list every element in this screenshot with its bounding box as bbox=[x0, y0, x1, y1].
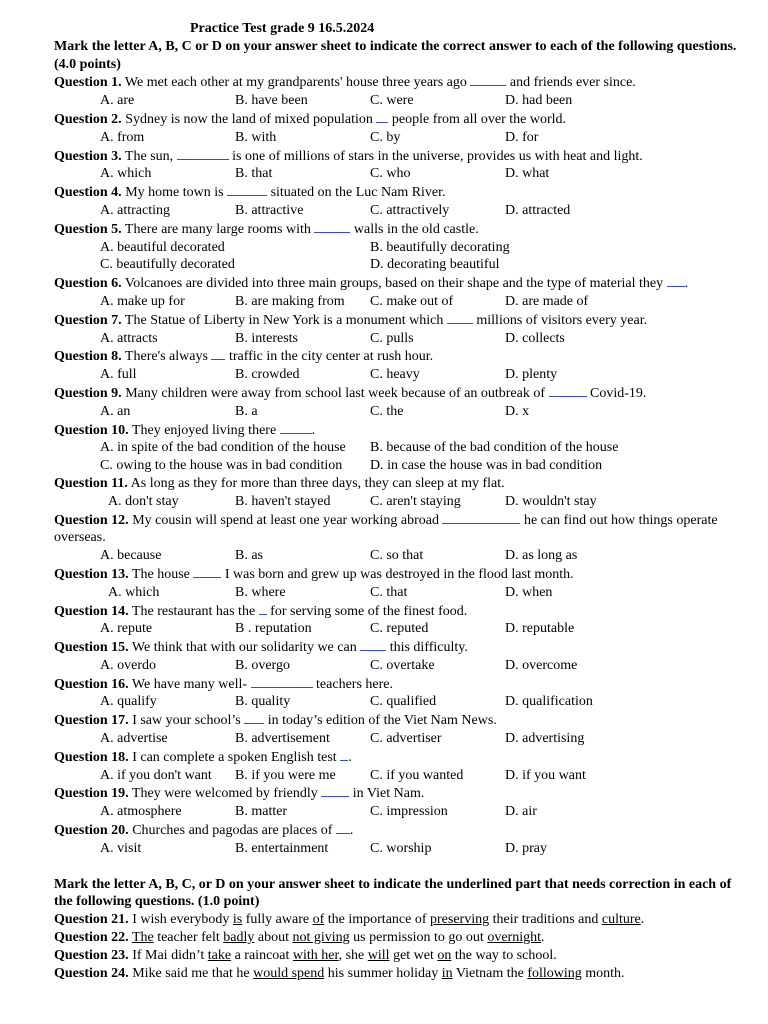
answer-option[interactable]: A. make up for bbox=[100, 293, 185, 309]
answer-blank bbox=[549, 384, 587, 397]
question-label: Question 19. bbox=[54, 786, 129, 802]
underlined-part[interactable]: preserving bbox=[430, 912, 490, 928]
answer-blank bbox=[280, 421, 312, 434]
answer-option[interactable]: D. advertising bbox=[505, 731, 585, 747]
underlined-part[interactable]: of bbox=[312, 912, 325, 928]
answer-option[interactable]: B. entertainment bbox=[235, 840, 329, 856]
question-stem: Question 10. They enjoyed living there . bbox=[54, 422, 316, 438]
answer-option[interactable]: D. pray bbox=[505, 840, 547, 856]
question-stem: Question 3. The sun, is one of millions of stars in the universe, provides us with heat and light. bbox=[54, 148, 643, 164]
question-stem: Question 7. The Statue of Liberty in New York is a monument which millions of visitors every year. bbox=[54, 312, 648, 328]
answer-blank bbox=[376, 110, 388, 123]
question-stem: Question 13. The house I was born and grew up was destroyed in the flood last month. bbox=[54, 566, 574, 582]
answer-option[interactable]: B. where bbox=[235, 584, 286, 600]
answer-option[interactable]: A. are bbox=[100, 93, 135, 109]
answer-option[interactable]: A. which bbox=[108, 584, 160, 600]
options-row bbox=[54, 165, 744, 183]
answer-option[interactable]: D. collects bbox=[505, 330, 565, 346]
answer-option[interactable]: D. when bbox=[505, 584, 553, 600]
options-row bbox=[54, 129, 744, 147]
question-label: Question 15. bbox=[54, 640, 129, 656]
answer-option[interactable]: D. as long as bbox=[505, 548, 578, 564]
answer-option[interactable]: C. attractively bbox=[370, 202, 450, 218]
options-row bbox=[54, 92, 744, 110]
error-question: Question 24. Mike said me that he would spend his summer holiday in Vietnam the following month. bbox=[54, 965, 625, 981]
question-label: Question 13. bbox=[54, 566, 129, 582]
question-stem: Question 4. My home town is situated on the Luc Nam River. bbox=[54, 185, 446, 201]
options-row bbox=[54, 620, 744, 638]
question-stem: Question 18. I can complete a spoken English test . bbox=[54, 749, 352, 765]
answer-option[interactable]: A. advertise bbox=[100, 731, 168, 747]
question-stem: Question 9. Many children were away from school last week because of an outbreak of Covid-19. bbox=[54, 385, 647, 401]
answer-blank bbox=[314, 220, 350, 233]
answer-option[interactable]: B. are making from bbox=[235, 293, 345, 309]
answer-blank bbox=[251, 675, 313, 688]
worksheet-page bbox=[54, 20, 744, 982]
answer-option[interactable]: C. impression bbox=[370, 804, 448, 820]
answer-blank bbox=[336, 821, 350, 834]
question-stem: Question 19. They were welcomed by friendly in Viet Nam. bbox=[54, 786, 425, 802]
answer-option[interactable]: D. what bbox=[505, 166, 550, 182]
section2-instruction: Mark the letter A, B, C, or D on your answer sheet to indicate the underlined part that needs correction in each of the following questions. (1.0 point) bbox=[54, 876, 732, 910]
question-stem: Question 20. Churches and pagodas are places of . bbox=[54, 823, 354, 839]
answer-option[interactable]: A. repute bbox=[100, 621, 153, 637]
answer-option[interactable]: A. beautiful decorated bbox=[100, 239, 225, 255]
answer-option[interactable]: B. that bbox=[235, 166, 273, 182]
options-row bbox=[54, 256, 744, 274]
answer-option[interactable]: B . reputation bbox=[235, 621, 312, 637]
answer-option[interactable]: D. x bbox=[505, 403, 530, 419]
underlined-part[interactable]: would spend bbox=[253, 965, 325, 981]
page-title: Practice Test grade 9 16.5.2024 bbox=[190, 21, 375, 36]
question-stem: Question 2. Sydney is now the land of mixed population people from all over the world. bbox=[54, 111, 567, 127]
question-stem: Question 5. There are many large rooms with walls in the old castle. bbox=[54, 221, 479, 237]
answer-option[interactable]: C. the bbox=[370, 403, 404, 419]
answer-option[interactable]: D. decorating beautiful bbox=[370, 257, 500, 273]
answer-option[interactable]: B. crowded bbox=[235, 367, 300, 383]
question-label: Question 3. bbox=[54, 148, 122, 164]
answer-option[interactable]: C. that bbox=[370, 584, 408, 600]
answer-option[interactable]: C. were bbox=[370, 93, 414, 109]
section1-instruction: Mark the letter A, B, C or D on your answer sheet to indicate the correct answer to each of the following questions. (4.0 points) bbox=[54, 38, 737, 72]
answer-option[interactable]: C. owing to the house was in bad condition bbox=[100, 458, 343, 474]
answer-option[interactable]: B. if you were me bbox=[235, 767, 336, 783]
options-row bbox=[54, 493, 744, 511]
answer-blank bbox=[259, 602, 267, 615]
answer-option[interactable]: B. because of the bad condition of the house bbox=[370, 440, 619, 456]
answer-option[interactable]: D. if you want bbox=[505, 767, 586, 783]
answer-option[interactable]: A. full bbox=[100, 367, 137, 383]
answer-option[interactable]: B. have been bbox=[235, 93, 308, 109]
options-row bbox=[54, 767, 744, 785]
answer-option[interactable]: C. by bbox=[370, 129, 401, 145]
answer-option[interactable]: D. reputable bbox=[505, 621, 575, 637]
question-label: Question 1. bbox=[54, 75, 122, 91]
answer-blank bbox=[470, 73, 506, 86]
options-row bbox=[54, 457, 744, 475]
options-row bbox=[54, 584, 744, 602]
error-question: Question 23. If Mai didn’t take a raincoat with her, she will get wet on the way to school. bbox=[54, 947, 557, 963]
answer-blank bbox=[447, 311, 473, 324]
question-label: Question 4. bbox=[54, 185, 122, 201]
answer-option[interactable]: B. interests bbox=[235, 330, 298, 346]
answer-option[interactable]: C. beautifully decorated bbox=[100, 257, 235, 273]
question-stem: Question 11. As long as they for more than three days, they can sleep at my flat. bbox=[54, 475, 505, 491]
answer-blank bbox=[667, 274, 685, 287]
answer-option[interactable]: A. which bbox=[100, 166, 152, 182]
answer-option[interactable]: C. who bbox=[370, 166, 411, 182]
options-row bbox=[54, 439, 744, 457]
question-stem: Question 14. The restaurant has the for serving some of the finest food. bbox=[54, 603, 468, 619]
question-stem: Question 8. There's always traffic in the city center at rush hour. bbox=[54, 349, 434, 365]
underlined-part[interactable]: is bbox=[232, 912, 243, 928]
answer-option[interactable]: C. if you wanted bbox=[370, 767, 464, 783]
underlined-part[interactable]: badly bbox=[223, 930, 255, 946]
answer-option[interactable]: C. pulls bbox=[370, 330, 414, 346]
underlined-part[interactable]: on bbox=[437, 947, 452, 963]
question-label: Question 5. bbox=[54, 221, 122, 237]
answer-option[interactable]: C. make out of bbox=[370, 293, 454, 309]
answer-option[interactable]: B. beautifully decorating bbox=[370, 239, 510, 255]
error-question: Question 22. The teacher felt badly about not giving us permission to go out overnight. bbox=[54, 930, 545, 946]
answer-option[interactable]: A. an bbox=[100, 403, 131, 419]
answer-option[interactable]: A. don't stay bbox=[108, 493, 179, 509]
answer-option[interactable]: C. qualified bbox=[370, 694, 437, 710]
question-list bbox=[54, 73, 744, 857]
question-label: Question 22. bbox=[54, 930, 129, 946]
underlined-part[interactable]: with her bbox=[292, 947, 339, 963]
answer-option[interactable]: B. a bbox=[235, 403, 258, 419]
options-row bbox=[54, 366, 744, 384]
question-stem: Question 1. We met each other at my grandparents' house three years ago and friends ever since. bbox=[54, 75, 636, 91]
answer-blank bbox=[177, 147, 229, 160]
answer-option[interactable]: D. had been bbox=[505, 93, 573, 109]
question-label: Question 24. bbox=[54, 965, 129, 981]
options-row bbox=[54, 239, 744, 257]
options-row bbox=[54, 803, 744, 821]
answer-option[interactable]: D. plenty bbox=[505, 367, 558, 383]
answer-option[interactable]: C. heavy bbox=[370, 367, 420, 383]
question-stem: Question 16. We have many well- teachers here. bbox=[54, 676, 393, 692]
question-label: Question 6. bbox=[54, 276, 122, 292]
answer-option[interactable]: A. in spite of the bad condition of the house bbox=[100, 440, 346, 456]
answer-blank bbox=[442, 511, 520, 524]
question-label: Question 8. bbox=[54, 349, 122, 365]
answer-option[interactable]: A. qualify bbox=[100, 694, 157, 710]
answer-option[interactable]: C. aren't staying bbox=[370, 493, 461, 509]
answer-option[interactable]: D. are made of bbox=[505, 293, 589, 309]
underlined-part[interactable]: following bbox=[527, 965, 582, 981]
underlined-part[interactable]: overnight bbox=[487, 930, 541, 946]
underlined-part[interactable]: The bbox=[131, 930, 154, 946]
answer-option[interactable]: C. so that bbox=[370, 548, 424, 564]
answer-option[interactable]: B. as bbox=[235, 548, 263, 564]
answer-option[interactable]: D. air bbox=[505, 804, 537, 820]
underlined-part[interactable]: culture bbox=[601, 912, 641, 928]
question-label: Question 12. bbox=[54, 512, 129, 528]
options-row bbox=[54, 730, 744, 748]
answer-option[interactable]: D. for bbox=[505, 129, 539, 145]
options-row bbox=[54, 547, 744, 565]
answer-option[interactable]: B. with bbox=[235, 129, 277, 145]
answer-option[interactable]: D. in case the house was in bad condition bbox=[370, 458, 603, 474]
answer-option[interactable]: B. haven't stayed bbox=[235, 493, 331, 509]
answer-option[interactable]: C. overtake bbox=[370, 657, 435, 673]
question-label: Question 20. bbox=[54, 823, 129, 839]
answer-option[interactable]: A. if you don't want bbox=[100, 767, 212, 783]
answer-blank bbox=[340, 748, 348, 761]
options-row bbox=[54, 693, 744, 711]
options-row bbox=[54, 840, 744, 858]
answer-option[interactable]: A. overdo bbox=[100, 657, 156, 673]
answer-option[interactable]: D. wouldn't stay bbox=[505, 493, 597, 509]
answer-option[interactable]: A. visit bbox=[100, 840, 142, 856]
question-stem: Question 17. I saw your school’s in today’s edition of the Viet Nam News. bbox=[54, 713, 497, 729]
section-gap bbox=[54, 858, 744, 876]
options-row bbox=[54, 403, 744, 421]
answer-blank bbox=[227, 183, 267, 196]
answer-option[interactable]: A. atmosphere bbox=[100, 804, 182, 820]
underlined-part[interactable]: take bbox=[207, 947, 232, 963]
question-stem: Question 15. We think that with our solidarity we can this difficulty. bbox=[54, 640, 468, 656]
question-label: Question 17. bbox=[54, 713, 129, 729]
answer-option[interactable]: B. overgo bbox=[235, 657, 290, 673]
question-label: Question 2. bbox=[54, 111, 122, 127]
question-label: Question 11. bbox=[54, 475, 128, 491]
answer-blank bbox=[360, 638, 386, 651]
answer-option[interactable]: D. overcome bbox=[505, 657, 578, 673]
question-label: Question 10. bbox=[54, 422, 129, 438]
error-question-list bbox=[54, 911, 744, 982]
answer-option[interactable]: B. matter bbox=[235, 804, 288, 820]
options-row bbox=[54, 293, 744, 311]
question-label: Question 16. bbox=[54, 676, 129, 692]
answer-option[interactable]: A. attracting bbox=[100, 202, 170, 218]
answer-option[interactable]: A. from bbox=[100, 129, 145, 145]
answer-option[interactable]: B. attractive bbox=[235, 202, 304, 218]
answer-blank bbox=[211, 347, 225, 360]
options-row bbox=[54, 330, 744, 348]
answer-option[interactable]: D. attracted bbox=[505, 202, 571, 218]
answer-option[interactable]: A. attracts bbox=[100, 330, 158, 346]
question-stem: Question 6. Volcanoes are divided into three main groups, based on their shape and the type of material they . bbox=[54, 276, 689, 292]
answer-option[interactable]: B. quality bbox=[235, 694, 291, 710]
answer-blank bbox=[193, 565, 221, 578]
answer-option[interactable]: A. because bbox=[100, 548, 162, 564]
answer-option[interactable]: B. advertisement bbox=[235, 731, 330, 747]
question-label: Question 23. bbox=[54, 947, 129, 963]
question-label: Question 7. bbox=[54, 312, 122, 328]
question-label: Question 18. bbox=[54, 749, 129, 765]
answer-option[interactable]: C. reputed bbox=[370, 621, 429, 637]
answer-blank bbox=[321, 784, 349, 797]
question-label: Question 21. bbox=[54, 912, 129, 928]
answer-option[interactable]: D. qualification bbox=[505, 694, 593, 710]
question-label: Question 9. bbox=[54, 385, 122, 401]
underlined-part[interactable]: in bbox=[441, 965, 453, 981]
answer-option[interactable]: C. worship bbox=[370, 840, 432, 856]
error-question: Question 21. I wish everybody is fully aware of the importance of preserving their traditions and culture. bbox=[54, 912, 645, 928]
answer-blank bbox=[244, 711, 264, 724]
options-row bbox=[54, 657, 744, 675]
options-row bbox=[54, 202, 744, 220]
underlined-part[interactable]: will bbox=[367, 947, 390, 963]
answer-option[interactable]: C. advertiser bbox=[370, 731, 442, 747]
question-stem: Question 12. My cousin will spend at least one year working abroad he can find out how things operate overseas. bbox=[54, 512, 718, 546]
underlined-part[interactable]: not giving bbox=[292, 930, 350, 946]
question-label: Question 14. bbox=[54, 603, 129, 619]
